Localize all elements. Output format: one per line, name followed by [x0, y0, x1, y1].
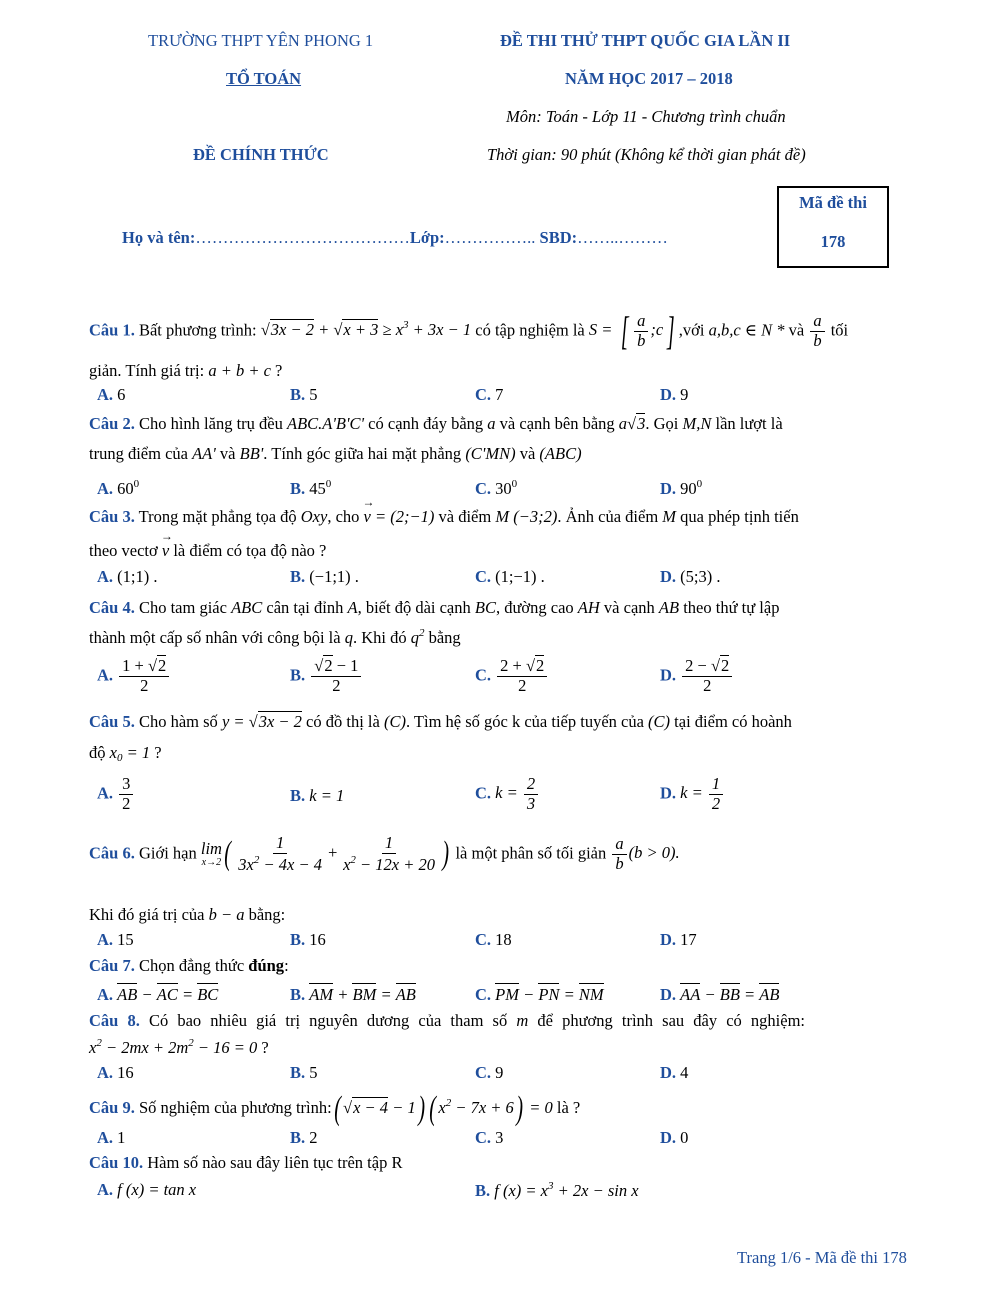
option-value: $\frac{1 + √2}{2}$ — [119, 657, 169, 696]
q2-option-a[interactable]: A. $60^0$ — [97, 478, 140, 498]
school-year: NĂM HỌC 2017 – 2018 — [565, 69, 733, 88]
q2-mn: M,N — [682, 414, 712, 433]
student-info-line — [122, 230, 668, 247]
q3-option-c[interactable] — [475, 567, 545, 587]
subject-line: Môn: Toán - Lớp 11 - Chương trình chuẩn — [506, 107, 786, 126]
q4-a: A — [347, 598, 358, 617]
option-value: 16 — [117, 1063, 134, 1082]
q2-text-b: có cạnh đáy bằng — [364, 414, 488, 433]
q9-label: Câu 9. — [89, 1098, 135, 1118]
q8-equation: $x^2 - 2mx + 2m^2 - 16 = 0$ — [89, 1037, 258, 1057]
q4-line2 — [89, 627, 911, 648]
q3-option-b[interactable] — [290, 567, 359, 587]
q5-text-a: Cho hàm số — [134, 712, 222, 731]
q4-text-a: Cho tam giác — [134, 598, 232, 617]
option-value: $\frac{2 - √2}{2}$ — [682, 657, 732, 696]
q3-line2 — [89, 541, 911, 561]
q8-line2 — [89, 1037, 911, 1058]
option-value: 15 — [117, 930, 134, 949]
q3-label: Câu 3. — [89, 507, 135, 526]
q3-text-a: Trong mặt phẳng tọa độ — [134, 507, 301, 526]
q5-text-d: tại điểm có hoành — [670, 712, 792, 731]
option-value: 6 — [117, 385, 126, 404]
q4-text-d: , đường cao — [495, 598, 578, 617]
q9-line1 — [89, 1090, 911, 1127]
q5-line2-b: ? — [150, 743, 162, 762]
q2-aa: AA' — [192, 444, 216, 463]
option-label: A. — [97, 930, 114, 949]
q4-q: q — [344, 628, 353, 647]
official-label: ĐỀ CHÍNH THỨC — [193, 145, 329, 164]
option-label: D. — [660, 985, 677, 1004]
q4-q2: $q^2$ — [410, 627, 425, 647]
option-value: (5;3) . — [680, 567, 721, 586]
q7-label: Câu 7. — [89, 956, 135, 975]
class-dots: …………….. — [444, 228, 536, 247]
q7-option-d[interactable] — [660, 985, 779, 1005]
q3-oxy: Oxy — [300, 507, 328, 526]
q10-text: Hàm số nào sau đây liên tục trên tập R — [143, 1153, 403, 1172]
q3-vector: → v = (2;−1) — [364, 507, 435, 526]
option-label: B. — [290, 930, 306, 949]
option-label: A. — [97, 665, 114, 685]
q1-frac: $\frac{a}{b}$ — [810, 312, 824, 351]
q6-option-a[interactable] — [97, 930, 134, 950]
name-dots: ………………………………… — [195, 228, 410, 247]
q7-option-c[interactable] — [475, 985, 604, 1005]
option-label: A. — [97, 1180, 114, 1199]
q6-label: Câu 6. — [89, 843, 135, 863]
q2-a: a — [487, 414, 496, 433]
q6-option-c[interactable] — [475, 930, 512, 950]
option-label: A. — [97, 1128, 114, 1147]
q2-side: a√3 — [618, 414, 646, 433]
sbd-dots: ……..……… — [577, 228, 668, 247]
q1-option-d[interactable] — [660, 385, 688, 405]
q7-bold: đúng — [248, 956, 285, 975]
option-label: C. — [475, 1128, 492, 1147]
q9-text-end: là ? — [552, 1098, 581, 1118]
q5-text-b: có đồ thị là — [301, 712, 384, 731]
page-footer: Trang 1/6 - Mã đề thi 178 — [737, 1248, 907, 1267]
q1-option-a[interactable] — [97, 385, 125, 405]
option-label: B. — [290, 1128, 306, 1147]
q1-line2-end: ? — [270, 361, 283, 380]
q2-line2-a: trung điểm của — [89, 444, 193, 463]
q8-text: Có bao nhiêu giá trị nguyên dương của tham số — [139, 1011, 517, 1030]
q4-ah: AH — [577, 598, 600, 617]
exam-code-box — [777, 186, 889, 268]
q4-line2-c: bằng — [424, 628, 461, 647]
q2-line2-c: . Tính góc giữa hai mặt phẳng — [263, 444, 466, 463]
q2-bb: BB' — [239, 444, 264, 463]
option-value: 5 — [309, 1063, 318, 1082]
option-label: A. — [97, 783, 114, 803]
class-label: Lớp: — [409, 228, 445, 247]
q4-option-d[interactable] — [660, 657, 734, 696]
option-value: 17 — [680, 930, 697, 949]
option-label: B. — [290, 567, 306, 586]
q7-colon: : — [284, 956, 289, 975]
option-label: C. — [475, 479, 492, 498]
option-value: 30 — [495, 479, 512, 498]
q5-option-c[interactable] — [475, 775, 540, 814]
q2-plane2: (ABC) — [539, 444, 582, 463]
q8-option-a[interactable] — [97, 1063, 134, 1083]
q1-line2 — [89, 361, 911, 381]
option-label: B. — [290, 1063, 306, 1082]
q1-line1 — [89, 308, 911, 354]
option-label: C. — [475, 385, 492, 404]
option-label: C. — [475, 783, 492, 803]
option-value: 45 — [309, 479, 326, 498]
option-label: A. — [97, 1063, 114, 1082]
q8-line2-end: ? — [257, 1038, 269, 1057]
q10-option-b[interactable] — [475, 1180, 639, 1201]
q4-text-f: theo thứ tự lập — [679, 598, 780, 617]
q2-text-a: Cho hình lăng trụ đều — [134, 414, 287, 433]
q3-text-d: . Ảnh của điểm — [557, 507, 663, 526]
exam-title: ĐỀ THI THỬ THPT QUỐC GIA LẦN II — [500, 31, 791, 50]
option-value: k = $\frac{2}{3}$ — [495, 783, 540, 802]
q9-equation: ( √x − 4 − 1) ( $x^2 - 7x + 6) = 0$ — [333, 1090, 553, 1127]
q5-c2: (C) — [648, 712, 671, 731]
option-value: f (x) = tan x — [117, 1180, 197, 1199]
q4-text-c: , biết độ dài cạnh — [357, 598, 475, 617]
q6-text-b: là một phân số tối giản — [455, 843, 611, 863]
q8-line1 — [89, 1011, 911, 1031]
option-label: D. — [660, 479, 677, 498]
option-value: 60 — [117, 479, 134, 498]
option-label: D. — [660, 567, 677, 586]
q9-option-a[interactable] — [97, 1128, 125, 1148]
q5-line2 — [89, 743, 911, 765]
sbd-label: SBD: — [535, 228, 578, 247]
option-value: $\frac{2 + √2}{2}$ — [497, 657, 547, 696]
q4-ab: AB — [658, 598, 680, 617]
q1-option-c[interactable] — [475, 385, 503, 405]
q3-text-e: qua phép tịnh tiến — [676, 507, 799, 526]
q2-line2-d: và — [515, 444, 540, 463]
q9-option-d[interactable] — [660, 1128, 688, 1148]
q3-text-b: , cho — [327, 507, 364, 526]
q2-label: Câu 2. — [89, 414, 135, 433]
option-value: (1;−1) . — [495, 567, 545, 586]
q5-line1 — [89, 712, 911, 732]
q4-option-a[interactable] — [97, 657, 171, 696]
q1-cond: a,b,c ∈ N * — [708, 320, 785, 340]
q1-line2-text: giản. Tính giá trị: — [89, 361, 209, 380]
option-value: 9 — [495, 1063, 504, 1082]
q5-option-d[interactable] — [660, 775, 725, 814]
q10-label: Câu 10. — [89, 1153, 144, 1172]
q9-text: Số nghiệm của phương trình: — [134, 1098, 332, 1118]
q2-plane1: (C'MN) — [465, 444, 516, 463]
q4-line2-a: thành một cấp số nhân với công bội là — [89, 628, 345, 647]
q2-option-c[interactable]: C. $30^0$ — [475, 478, 518, 498]
option-label: D. — [660, 1063, 677, 1082]
option-label: D. — [660, 665, 677, 685]
q4-label: Câu 4. — [89, 598, 135, 617]
q2-text-c: và cạnh bên bằng — [495, 414, 619, 433]
option-label: C. — [475, 985, 492, 1004]
option-label: C. — [475, 1063, 492, 1082]
q4-option-b[interactable] — [290, 657, 363, 696]
q5-x0: $x_0 = 1$ — [109, 743, 151, 764]
q1-text-c: ,với — [678, 320, 709, 340]
q6-option-b[interactable] — [290, 930, 326, 950]
q6-frac: $\frac{a}{b}$ (b > 0). — [610, 843, 679, 862]
option-label: D. — [660, 1128, 677, 1147]
name-label: Họ và tên: — [122, 228, 196, 247]
q3-point: M (−3;2) — [495, 507, 558, 526]
option-label: B. — [290, 665, 306, 685]
q4-bc: BC — [474, 598, 496, 617]
q2-text-d: . Gọi — [645, 414, 683, 433]
option-label: C. — [475, 930, 492, 949]
q6-expr: b − a — [208, 905, 245, 924]
q3-option-a[interactable] — [97, 567, 158, 587]
time-line: Thời gian: 90 phút (Không kể thời gian phát đề) — [487, 145, 806, 164]
q1-option-b[interactable] — [290, 385, 318, 405]
option-value: 0 — [680, 1128, 689, 1147]
option-label: A. — [97, 567, 114, 586]
q1-set: S = [ $\frac{a}{b}$ ;c] — [588, 308, 675, 354]
q10-option-a[interactable] — [97, 1180, 196, 1200]
option-label: A. — [97, 985, 114, 1004]
q7-text: Chọn đẳng thức — [134, 956, 249, 975]
option-label: B. — [290, 786, 306, 805]
option-value: 3 — [495, 1128, 504, 1147]
q3-text-c: và điểm — [434, 507, 496, 526]
option-value: 2 — [309, 1128, 318, 1147]
q5-option-b[interactable] — [290, 786, 344, 806]
option-label: A. — [97, 385, 114, 404]
q6-text-a: Giới hạn — [134, 843, 201, 863]
option-value: AM + BM = AB — [309, 985, 416, 1004]
q6-limit: lim x→2 ( $\frac{1}{3x^2 - 4x - 4}$ + $\frac{1}{x^2 - 12x + 20}$ ) — [200, 833, 450, 874]
q1-text-d: và — [784, 320, 809, 340]
q1-text-e: tối — [826, 320, 849, 340]
option-label: D. — [660, 385, 677, 404]
q1-text-b: có tập nghiệm là — [475, 320, 589, 340]
option-label: B. — [290, 385, 306, 404]
q8-text-b: để phương trình sau đây có nghiệm: — [528, 1011, 805, 1030]
q8-option-b[interactable] — [290, 1063, 318, 1083]
q4-abc: ABC — [231, 598, 263, 617]
q5-label: Câu 5. — [89, 712, 135, 731]
q5-option-a[interactable] — [97, 775, 135, 814]
q6-line2-text: Khi đó giá trị của — [89, 905, 209, 924]
q8-m: m — [516, 1011, 529, 1030]
option-value: 18 — [495, 930, 512, 949]
option-label: D. — [660, 930, 677, 949]
q3-line2-b: là điểm có tọa độ nào ? — [169, 541, 327, 560]
option-value: 16 — [309, 930, 326, 949]
option-label: A. — [97, 479, 114, 498]
q3-v: → v — [162, 541, 169, 561]
q6-option-d[interactable] — [660, 930, 697, 950]
option-value: 9 — [680, 385, 689, 404]
q3-line2-a: theo vectơ — [89, 541, 162, 560]
q7-option-b[interactable] — [290, 985, 416, 1005]
q5-line2-a: độ — [89, 743, 110, 762]
option-value: 4 — [680, 1063, 689, 1082]
q8-option-d[interactable] — [660, 1063, 688, 1083]
q5-c1: (C) — [383, 712, 406, 731]
option-label: D. — [660, 783, 677, 803]
q4-text-e: và cạnh — [599, 598, 659, 617]
option-value: (1;1) . — [117, 567, 158, 586]
q2-prism: ABC.A'B'C' — [287, 414, 365, 433]
option-label: C. — [475, 665, 492, 685]
school-name: TRƯỜNG THPT YÊN PHONG 1 — [148, 31, 374, 50]
q4-line2-b: . Khi đó — [352, 628, 411, 647]
option-value: 90 — [680, 479, 697, 498]
q2-option-b[interactable]: B. $45^0$ — [290, 478, 332, 498]
q1-expr: a + b + c — [208, 361, 271, 380]
option-label: B. — [290, 985, 306, 1004]
q3-option-d[interactable] — [660, 567, 721, 587]
option-value: f $(x) = x^3 + 2x - \sin x$ — [494, 1180, 639, 1200]
q1-label: Câu 1. — [89, 320, 135, 340]
q8-option-c[interactable] — [475, 1063, 503, 1083]
q10-line1 — [89, 1153, 911, 1173]
q6-line1 — [89, 834, 911, 875]
q3-line1 — [89, 507, 911, 527]
exam-code-label: Mã đề thi — [799, 193, 867, 212]
q2-line2-b: và — [215, 444, 240, 463]
option-label: B. — [475, 1181, 491, 1200]
q2-line1 — [89, 414, 911, 434]
q2-line2 — [89, 444, 911, 464]
option-value: k = 1 — [309, 786, 345, 805]
q8-label: Câu 8. — [89, 1011, 140, 1030]
q6-line2 — [89, 905, 911, 925]
q7-line1 — [89, 956, 911, 976]
q5-function: y = √3x − 2 — [221, 712, 302, 731]
option-value: 7 — [495, 385, 504, 404]
q1-text: Bất phương trình: — [134, 320, 261, 340]
option-value: AA − BB = AB — [680, 985, 780, 1004]
option-value: AB − AC = BC — [117, 985, 219, 1004]
option-label: C. — [475, 567, 492, 586]
q3-m: M — [662, 507, 677, 526]
option-label: B. — [290, 479, 306, 498]
option-value: 1 — [117, 1128, 126, 1147]
q4-text-b: cân tại đỉnh — [262, 598, 348, 617]
q4-line1 — [89, 598, 911, 618]
department: TỔ TOÁN — [226, 69, 302, 88]
q9-option-b[interactable] — [290, 1128, 318, 1148]
q1-inequality: $√3x - 2 + √x + 3 \ge x^3 + 3x - 1$ — [260, 319, 472, 340]
q5-text-c: . Tìm hệ số góc k của tiếp tuyến của — [405, 712, 649, 731]
option-value: k = $\frac{1}{2}$ — [680, 783, 725, 802]
exam-code-value: 178 — [820, 232, 846, 251]
option-value: $\frac{√2 - 1}{2}$ — [311, 657, 361, 696]
option-value: 5 — [309, 385, 318, 404]
q2-text-e: lần lượt là — [711, 414, 783, 433]
q6-line2-b: bằng: — [244, 905, 286, 924]
q9-option-c[interactable] — [475, 1128, 503, 1148]
q2-option-d[interactable]: D. $90^0$ — [660, 478, 703, 498]
q4-option-c[interactable] — [475, 657, 549, 696]
q7-option-a[interactable] — [97, 985, 218, 1005]
option-value: $\frac{3}{2}$ — [119, 775, 133, 814]
option-value: (−1;1) . — [309, 567, 359, 586]
option-value: PM − PN = NM — [495, 985, 604, 1004]
